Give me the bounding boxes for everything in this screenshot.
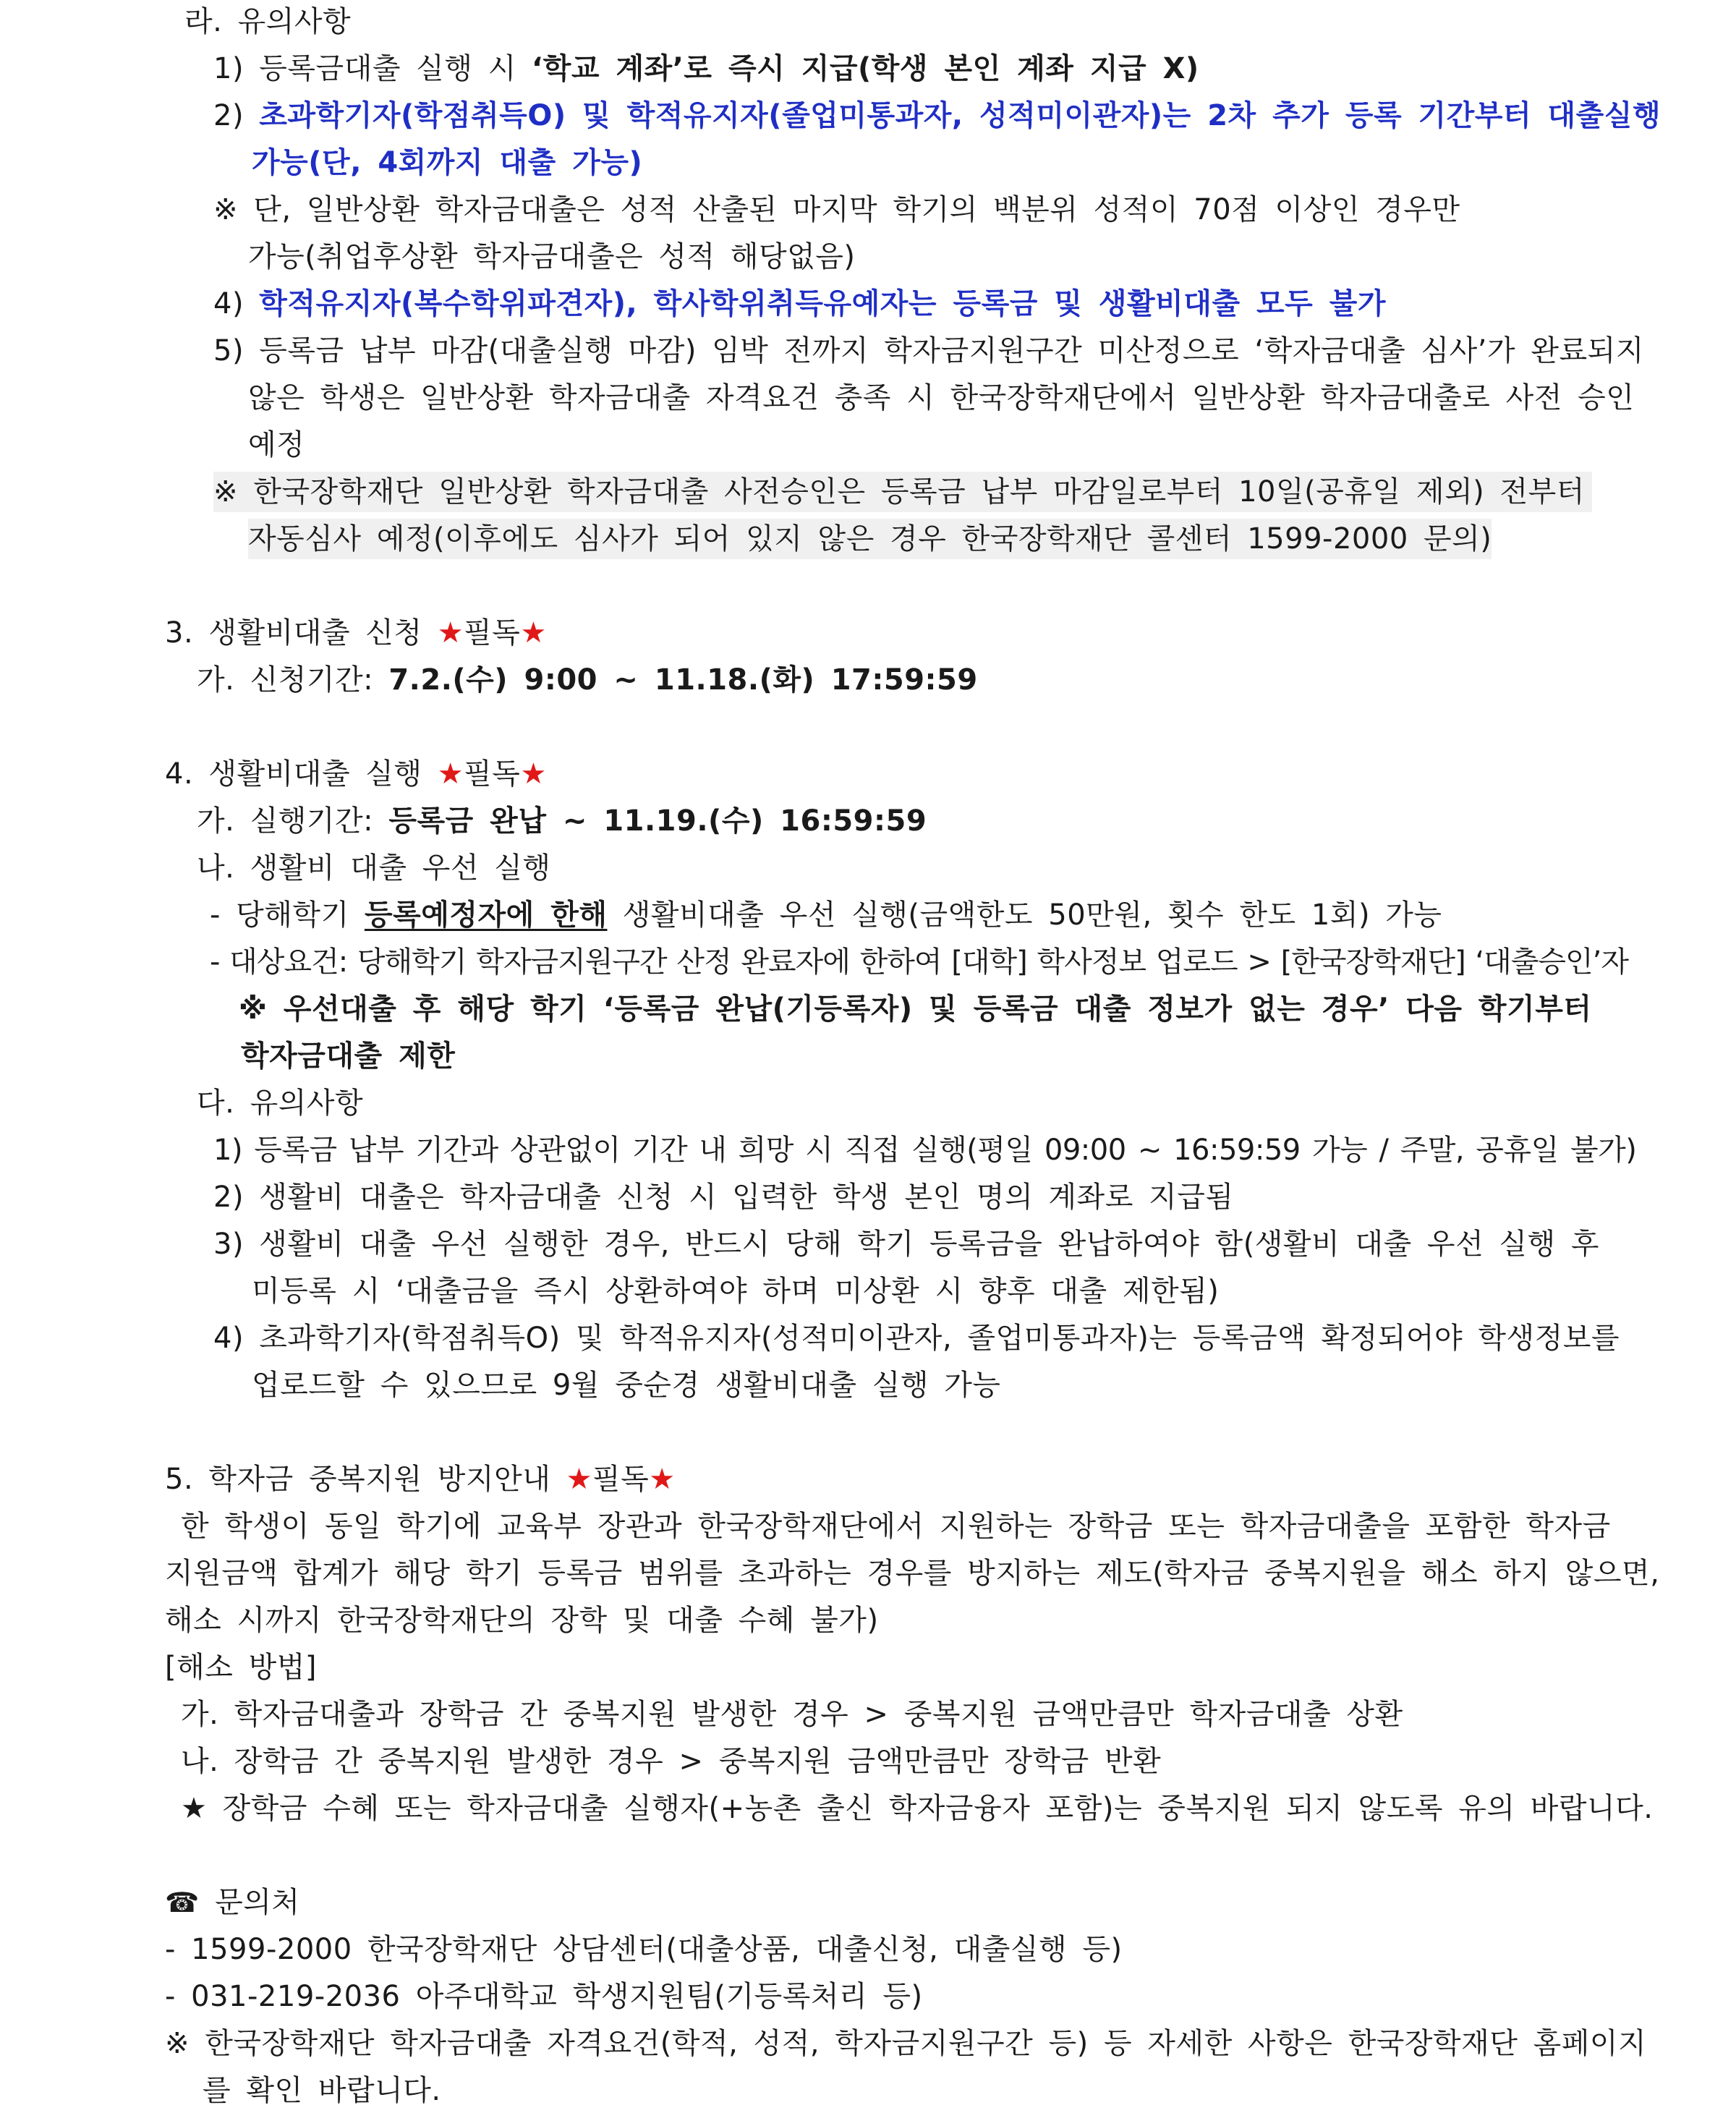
star-icon: ★	[520, 616, 547, 650]
contact-line-2: - 031-219-2036 아주대학교 학생지원팀(기등록처리 등)	[165, 1980, 923, 2013]
ra-item-2: 2) 초과학기자(학점취득O) 및 학적유지자(졸업미통과자, 성적미이관자)는 2차 추가 등록 기간부터 대출실행	[213, 99, 1661, 132]
section-3-heading: 3. 생활비대출 신청 ★필독★	[165, 616, 547, 650]
contact-line-1: - 1599-2000 한국장학재단 상담센터(대출상품, 대출신청, 대출실행 등)	[165, 1933, 1123, 1966]
section-4-na-item-2: - 대상요건: 당해학기 학자금지원구간 산정 완료자에 한하여 [대학] 학사정보 업로드 > [한국장학재단] ‘대출승인’자	[210, 945, 1629, 979]
resolution-method-na: 나. 장학금 간 중복지원 발생한 경우 > 중복지원 금액만큼만 장학금 반환	[181, 1745, 1162, 1778]
section-3-period: 가. 신청기간: 7.2.(수) 9:00 ~ 11.18.(화) 17:59:59	[197, 663, 978, 697]
ra-note-2-continued: 자동심사 예정(이후에도 심사가 되어 있지 않은 경우 한국장학재단 콜센터 1599-2000 문의)	[248, 519, 1492, 559]
star-icon: ★	[520, 757, 547, 791]
section-4-na-note-continued: 학자금대출 제한	[241, 1040, 456, 1073]
phone-icon: ☎	[165, 1887, 200, 1918]
section-5-paragraph-line-3: 해소 시까지 한국장학재단의 장학 및 대출 수혜 불가)	[165, 1604, 879, 1637]
section-5-heading: 5. 학자금 중복지원 방지안내 ★필독★	[165, 1463, 676, 1496]
section-4-na-heading: 나. 생활비 대출 우선 실행	[197, 851, 551, 885]
section-5-paragraph-line-2: 지원금액 합계가 해당 학기 등록금 범위를 초과하는 경우를 방지하는 제도(학자금 중복지원을 해소 하지 않으면,	[165, 1557, 1660, 1590]
contact-note-continued: 를 확인 바랍니다.	[203, 2074, 441, 2107]
contact-note: ※ 한국장학재단 학자금대출 자격요건(학적, 성적, 학자금지원구간 등) 등 자세한 사항은 한국장학재단 홈페이지	[165, 2027, 1647, 2060]
resolution-note: ★ 장학금 수혜 또는 학자금대출 실행자(+농촌 출신 학자금융자 포함)는 중복지원 되지 않도록 유의 바랍니다.	[181, 1792, 1654, 1825]
section-4-na-item-1: - 당해학기 등록예정자에 한해 생활비대출 우선 실행(금액한도 50만원, 횟수 한도 1회) 가능	[210, 898, 1442, 932]
ra-item-5-line-3: 예정	[248, 428, 305, 462]
must-read-badge: 필독	[464, 757, 521, 791]
ra-note-2: ※ 한국장학재단 일반상환 학자금대출 사전승인은 등록금 납부 마감일로부터 10일(공휴일 제외) 전부터	[213, 472, 1592, 512]
ra-item-1: 1) 등록금대출 실행 시 ‘학교 계좌’로 즉시 지급(학생 본인 계좌 지급 X)	[213, 52, 1199, 85]
section-4-da-item-1: 1) 등록금 납부 기간과 상관없이 기간 내 희망 시 직접 실행(평일 09:00 ~ 16:59:59 가능 / 주말, 공휴일 불가)	[213, 1134, 1637, 1167]
star-icon: ★	[437, 757, 464, 791]
ra-item-2-emphasis: 초과학기자(학점취득O) 및 학적유지자(졸업미통과자, 성적미이관자)는 2차 추가 등록 기간부터 대출실행	[259, 99, 1661, 132]
contact-heading: ☎ 문의처	[165, 1886, 300, 1919]
ra-item-5-line-2: 않은 학생은 일반상환 학자금대출 자격요건 충족 시 한국장학재단에서 일반상환 학자금대출로 사전 승인	[248, 381, 1635, 414]
section-4-heading: 4. 생활비대출 실행 ★필독★	[165, 757, 547, 791]
resolution-method-heading: [해소 방법]	[165, 1651, 317, 1684]
ra-item-4: 4) 학적유지자(복수학위파견자), 학사학위취득유예자는 등록금 및 생활비대출 모두 불가	[213, 287, 1386, 320]
ra-item-4-emphasis: 학적유지자(복수학위파견자), 학사학위취득유예자는 등록금 및 생활비대출 모두 불가	[259, 287, 1386, 320]
section-4-da-item-3: 3) 생활비 대출 우선 실행한 경우, 반드시 당해 학기 등록금을 완납하여야 함(생활비 대출 우선 실행 후	[213, 1228, 1600, 1261]
resolution-method-ga: 가. 학자금대출과 장학금 간 중복지원 발생한 경우 > 중복지원 금액만큼만 학자금대출 상환	[181, 1698, 1403, 1731]
section-ra-heading: 라. 유의사항	[184, 5, 352, 38]
registration-expected-emphasis: 등록예정자에 한해	[364, 898, 608, 932]
section-4-da-item-4-continued: 업로드할 수 있으므로 9월 중순경 생활비대출 실행 가능	[252, 1369, 1001, 1402]
must-read-badge: 필독	[592, 1463, 650, 1496]
must-read-badge: 필독	[464, 616, 521, 650]
ra-item-1-emphasis: ‘학교 계좌’로 즉시 지급(학생 본인 계좌 지급 X)	[532, 52, 1199, 85]
section-4-period: 가. 실행기간: 등록금 완납 ~ 11.19.(수) 16:59:59	[197, 804, 927, 838]
star-icon: ★	[649, 1463, 676, 1496]
ra-item-5: 5) 등록금 납부 마감(대출실행 마감) 임박 전까지 학자금지원구간 미산정으로 ‘학자금대출 심사’가 완료되지	[213, 334, 1644, 367]
section-4-da-item-3-continued: 미등록 시 ‘대출금을 즉시 상환하여야 하며 미상환 시 향후 대출 제한됨)	[252, 1275, 1220, 1308]
section-4-da-item-4: 4) 초과학기자(학점취득O) 및 학적유지자(성적미이관자, 졸업미통과자)는 등록금액 확정되어야 학생정보를	[213, 1322, 1620, 1355]
ra-item-2-continued: 가능(단, 4회까지 대출 가능)	[252, 146, 643, 179]
section-4-da-heading: 다. 유의사항	[197, 1087, 364, 1120]
section-3-period-value: 7.2.(수) 9:00 ~ 11.18.(화) 17:59:59	[388, 663, 978, 697]
section-4-na-note: ※ 우선대출 후 해당 학기 ‘등록금 완납(기등록자) 및 등록금 대출 정보가 없는 경우’ 다음 학기부터	[239, 992, 1592, 1026]
section-5-paragraph-line-1: 한 학생이 동일 학기에 교육부 장관과 한국장학재단에서 지원하는 장학금 또는 학자금대출을 포함한 학자금	[181, 1510, 1611, 1543]
star-icon: ★	[566, 1463, 592, 1496]
ra-note-1: ※ 단, 일반상환 학자금대출은 성적 산출된 마지막 학기의 백분위 성적이 70점 이상인 경우만	[213, 193, 1460, 226]
section-4-period-value: 등록금 완납 ~ 11.19.(수) 16:59:59	[388, 804, 927, 838]
star-icon: ★	[437, 616, 464, 650]
ra-note-1-continued: 가능(취업후상환 학자금대출은 성적 해당없음)	[248, 240, 856, 273]
section-4-da-item-2: 2) 생활비 대출은 학자금대출 신청 시 입력한 학생 본인 명의 계좌로 지급됨	[213, 1181, 1234, 1214]
